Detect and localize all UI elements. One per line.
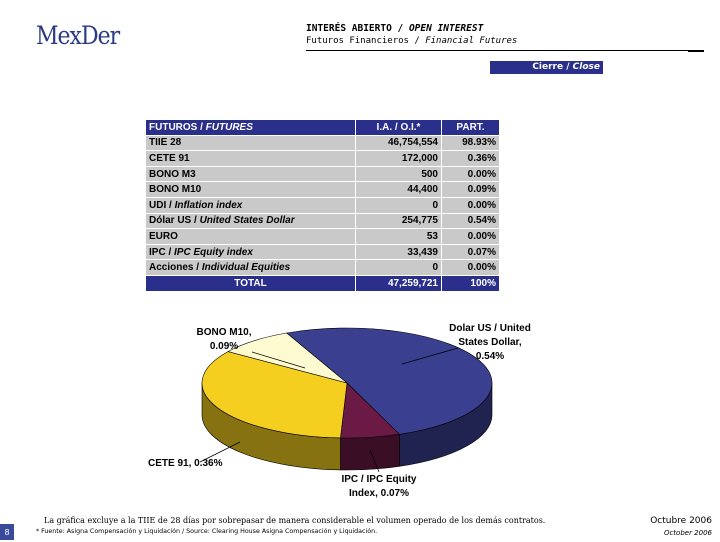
row-part: 0.09% bbox=[442, 182, 500, 198]
open-interest-table bbox=[145, 119, 500, 292]
close-es: Cierre / bbox=[532, 62, 573, 72]
table-header-row bbox=[146, 120, 500, 136]
row-name bbox=[146, 197, 356, 213]
row-part: 0.00% bbox=[442, 197, 500, 213]
row-part: 0.00% bbox=[442, 260, 500, 276]
row-oi: 53 bbox=[356, 229, 442, 245]
table-row bbox=[146, 166, 500, 182]
row-oi: 254,775 bbox=[356, 213, 442, 229]
row-name bbox=[146, 260, 356, 276]
subtitle-es: Futuros Financieros / bbox=[306, 36, 426, 46]
label-cete: CETE 91, 0.36% bbox=[148, 458, 223, 469]
row-part: 0.36% bbox=[442, 151, 500, 167]
pie-top-group bbox=[202, 328, 492, 438]
row-name bbox=[146, 182, 356, 198]
title-es: INTERÉS ABIERTO / bbox=[306, 23, 409, 34]
col-futures-header bbox=[146, 120, 356, 136]
row-name-es: EURO bbox=[149, 230, 178, 242]
close-badge bbox=[490, 61, 603, 74]
label-usd-line2: States Dollar, bbox=[458, 337, 522, 348]
row-name-es: IPC / bbox=[149, 246, 175, 258]
row-part: 0.07% bbox=[442, 244, 500, 260]
page-title bbox=[306, 23, 483, 34]
row-oi: 500 bbox=[356, 166, 442, 182]
row-oi: 33,439 bbox=[356, 244, 442, 260]
row-part: 0.00% bbox=[442, 166, 500, 182]
total-oi: 47,259,721 bbox=[356, 275, 442, 291]
date-es: Octubre 2006 bbox=[650, 516, 712, 526]
row-name-en: United States Dollar bbox=[199, 215, 295, 227]
header-divider-accent bbox=[688, 50, 704, 52]
col-part-header: PART. bbox=[442, 120, 500, 136]
table-row bbox=[146, 213, 500, 229]
row-name-en: Individual Equities bbox=[201, 262, 291, 274]
label-usd-line1: Dolar US / United bbox=[449, 323, 531, 334]
table-row bbox=[146, 151, 500, 167]
col-futures-en: FUTURES bbox=[205, 121, 253, 133]
total-label: TOTAL bbox=[146, 275, 356, 291]
row-oi: 44,400 bbox=[356, 182, 442, 198]
page-subtitle bbox=[306, 36, 517, 46]
row-name-es: Acciones / bbox=[149, 262, 202, 274]
row-name-en: Inflation index bbox=[174, 199, 243, 211]
table-body bbox=[146, 135, 500, 275]
table-total-row bbox=[146, 275, 500, 291]
table-row bbox=[146, 244, 500, 260]
label-usd-line3: 0.54% bbox=[475, 351, 505, 362]
row-name bbox=[146, 244, 356, 260]
label-ipc-line2: Index, 0.07% bbox=[348, 488, 410, 499]
table-row bbox=[146, 135, 500, 151]
total-part: 100% bbox=[442, 275, 500, 291]
subtitle-en: Financial Futures bbox=[425, 36, 518, 46]
row-part: 98.93% bbox=[442, 135, 500, 151]
row-name-es: Dólar US / bbox=[149, 215, 200, 227]
row-name bbox=[146, 166, 356, 182]
header-divider bbox=[306, 50, 704, 51]
row-name-es: UDI / bbox=[149, 199, 175, 211]
label-bono-line2: 0.09% bbox=[209, 341, 239, 352]
row-name bbox=[146, 213, 356, 229]
pie-slice-side bbox=[340, 434, 399, 470]
table-row bbox=[146, 197, 500, 213]
row-name bbox=[146, 135, 356, 151]
label-bono-line1: BONO M10, bbox=[196, 327, 252, 338]
page-number: 8 bbox=[0, 524, 14, 540]
row-name-es: CETE 91 bbox=[149, 152, 190, 164]
col-futures-es: FUTUROS / bbox=[149, 121, 206, 133]
chart-footnote: La gráfica excluye a la TIIE de 28 días por sobrepasar de manera considerable el volumen operado de los demás contratos. bbox=[44, 516, 546, 525]
row-part: 0.54% bbox=[442, 213, 500, 229]
open-interest-pie-chart bbox=[140, 318, 540, 508]
row-oi: 46,754,554 bbox=[356, 135, 442, 151]
row-name-es: TIIE 28 bbox=[149, 137, 182, 149]
row-part: 0.00% bbox=[442, 229, 500, 245]
label-ipc-line1: IPC / IPC Equity bbox=[341, 474, 417, 485]
row-name-en: IPC Equity index bbox=[174, 246, 253, 258]
table-row bbox=[146, 182, 500, 198]
title-en: OPEN INTEREST bbox=[408, 23, 484, 34]
row-name-es: BONO M3 bbox=[149, 168, 196, 180]
row-name bbox=[146, 151, 356, 167]
row-oi: 0 bbox=[356, 197, 442, 213]
date-en: October 2006 bbox=[663, 529, 712, 537]
col-oi-header: I.A. / O.I.* bbox=[356, 120, 442, 136]
mexder-logo: MexDer bbox=[36, 22, 120, 51]
row-name-es: BONO M10 bbox=[149, 184, 202, 196]
close-en: Close bbox=[572, 62, 600, 72]
table-row bbox=[146, 229, 500, 245]
row-name bbox=[146, 229, 356, 245]
row-oi: 172,000 bbox=[356, 151, 442, 167]
table-row bbox=[146, 260, 500, 276]
source-footnote: * Fuente: Asigna Compensación y Liquidación / Source: Clearing House Asigna Compensación y Liquidación. bbox=[36, 528, 378, 535]
row-oi: 0 bbox=[356, 260, 442, 276]
